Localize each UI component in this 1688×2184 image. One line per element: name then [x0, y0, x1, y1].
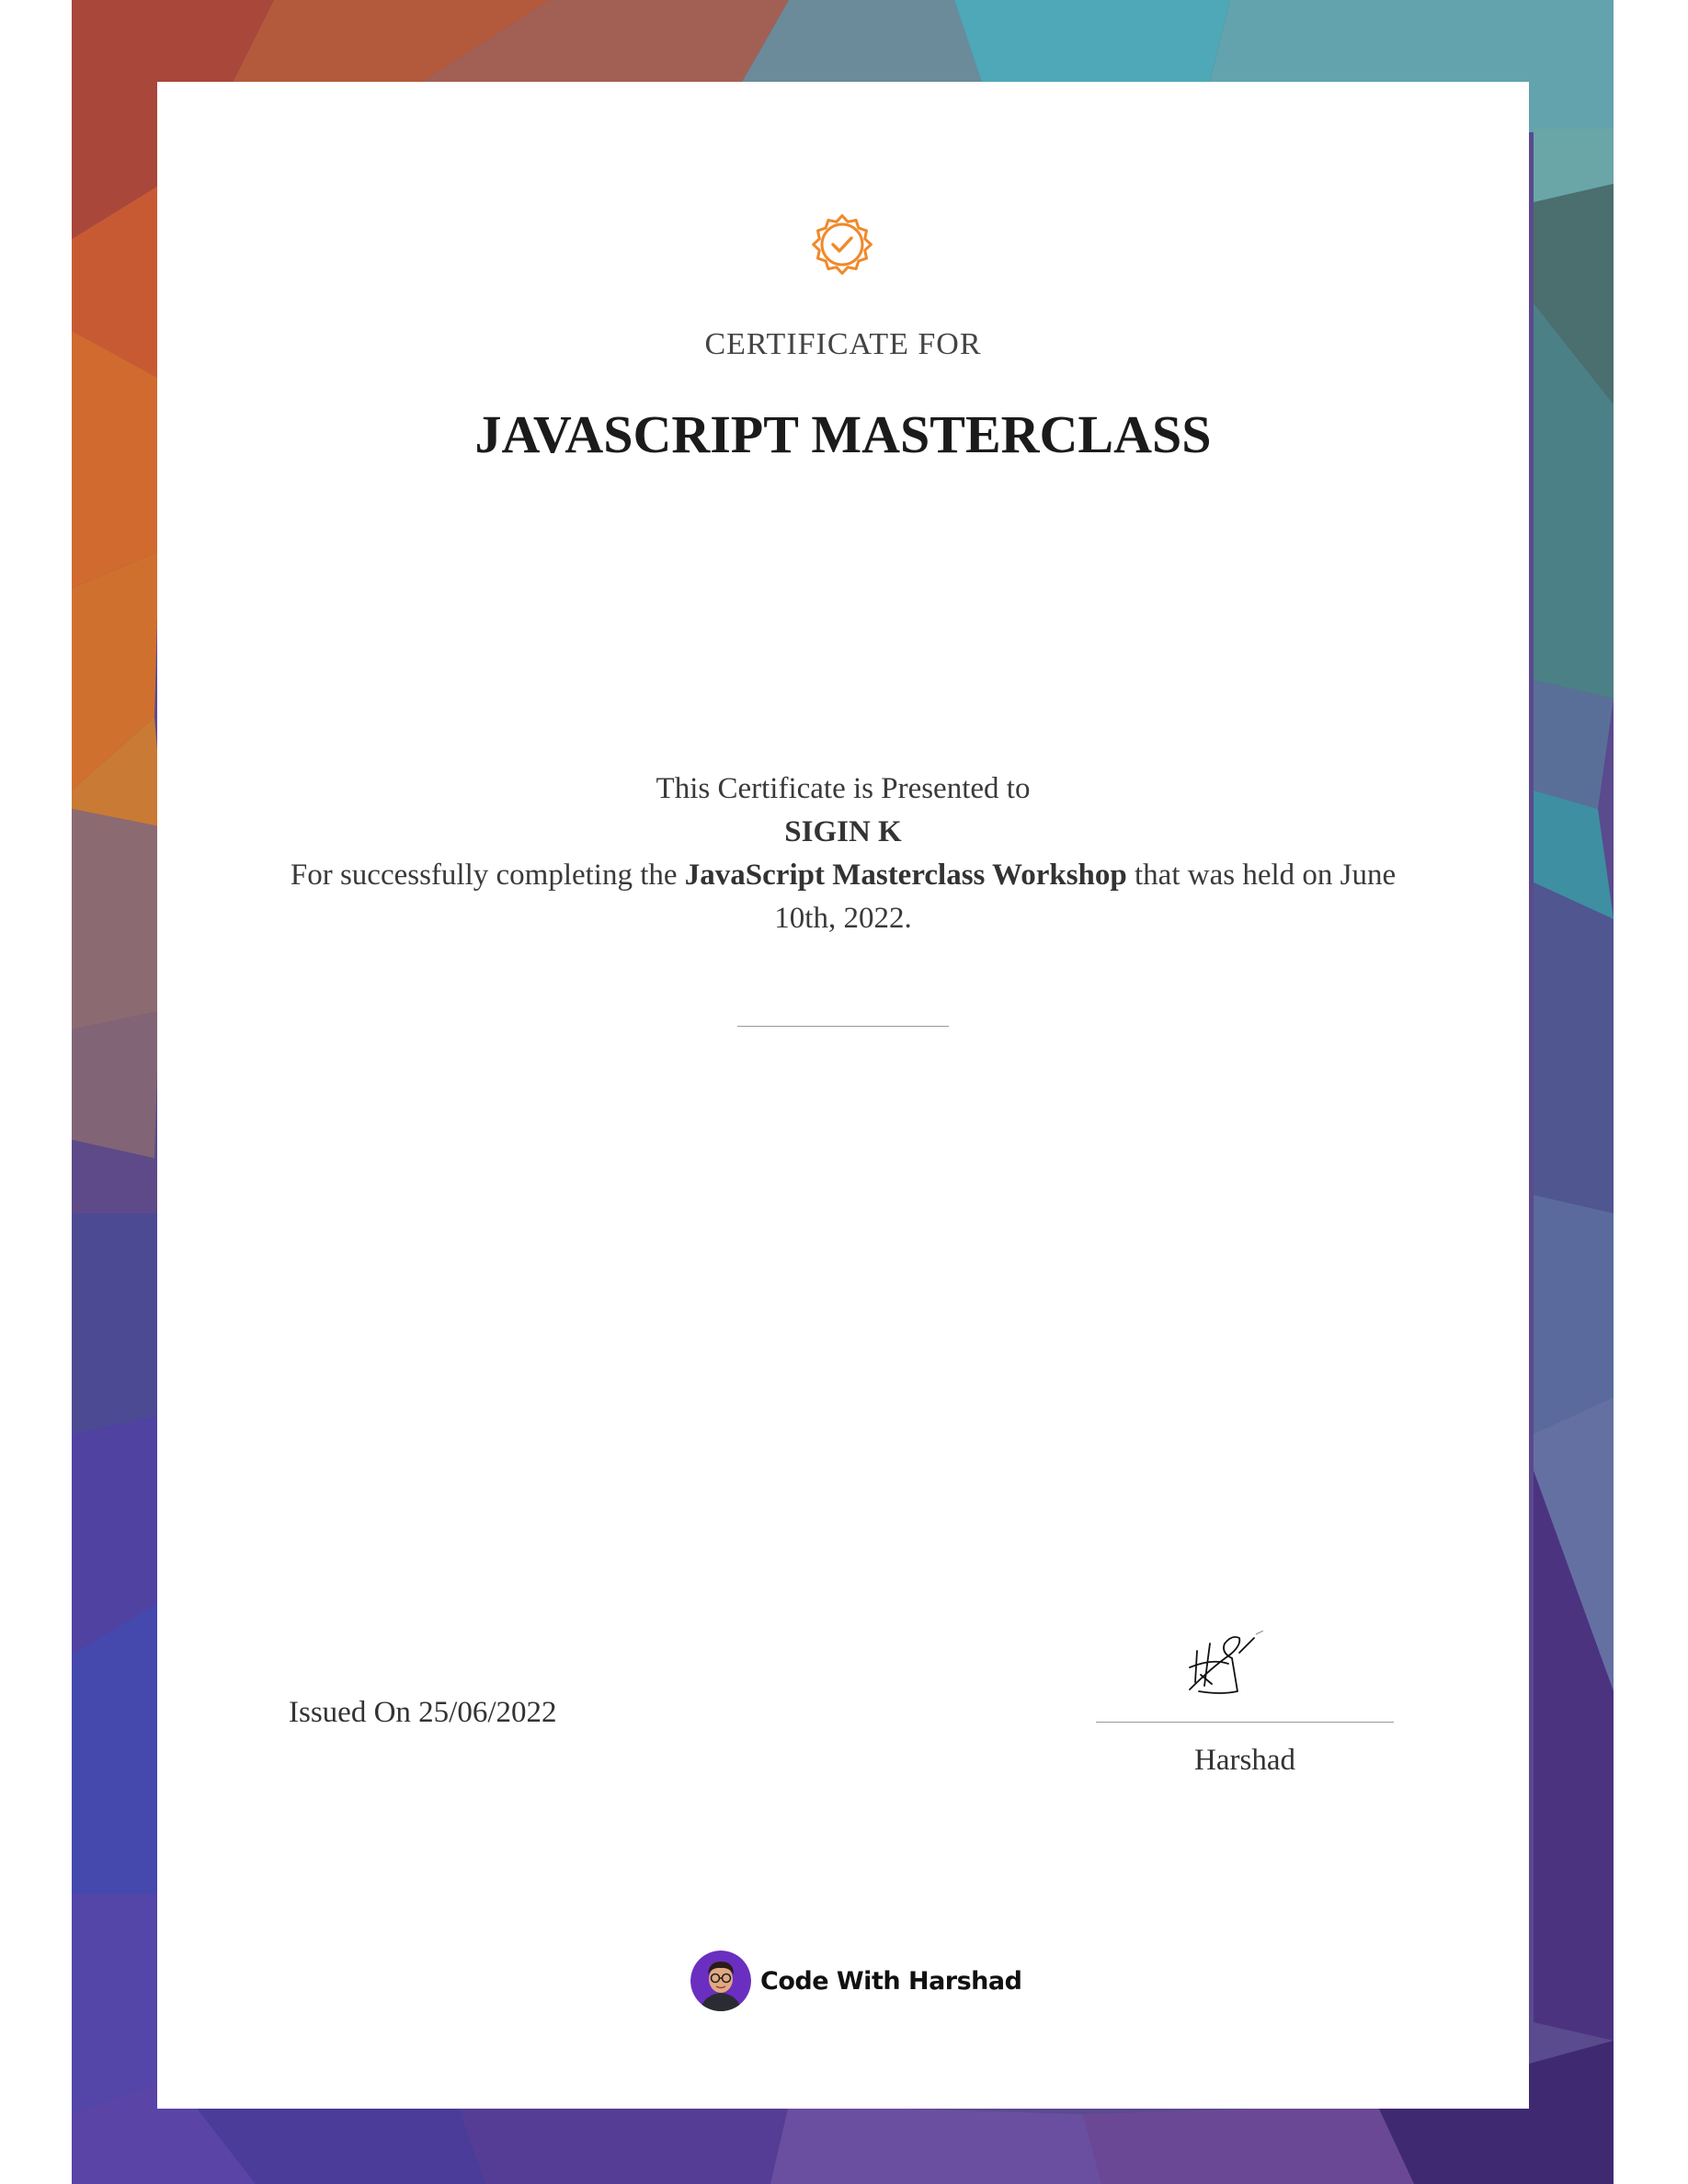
signer-name: Harshad [1194, 1744, 1295, 1777]
decorative-border [72, 0, 1614, 2184]
completion-prefix: For successfully completing the [290, 859, 678, 892]
brand-name: Code With Harshad [760, 1966, 1022, 1996]
course-title: JAVASCRIPT MASTERCLASS [474, 404, 1212, 464]
workshop-name: JavaScript Masterclass Workshop [684, 859, 1127, 892]
certificate-heading: CERTIFICATE FOR [704, 327, 982, 361]
signature-line [1096, 1722, 1394, 1723]
issued-date: Issued On 25/06/2022 [289, 1696, 557, 1729]
recipient-name: SIGIN K [784, 815, 902, 848]
presented-line: This Certificate is Presented to [656, 772, 1031, 805]
brand-avatar [690, 1951, 751, 2011]
certificate-body [268, 768, 1419, 940]
divider [737, 1026, 949, 1027]
verified-badge-icon [804, 207, 880, 282]
completion-suffix: that was held on June 10th, 2022. [774, 859, 1397, 935]
completion-statement [268, 854, 1419, 940]
certificate-card [157, 82, 1529, 2109]
signature-image [1184, 1631, 1265, 1704]
brand-logo [690, 1951, 1021, 2011]
